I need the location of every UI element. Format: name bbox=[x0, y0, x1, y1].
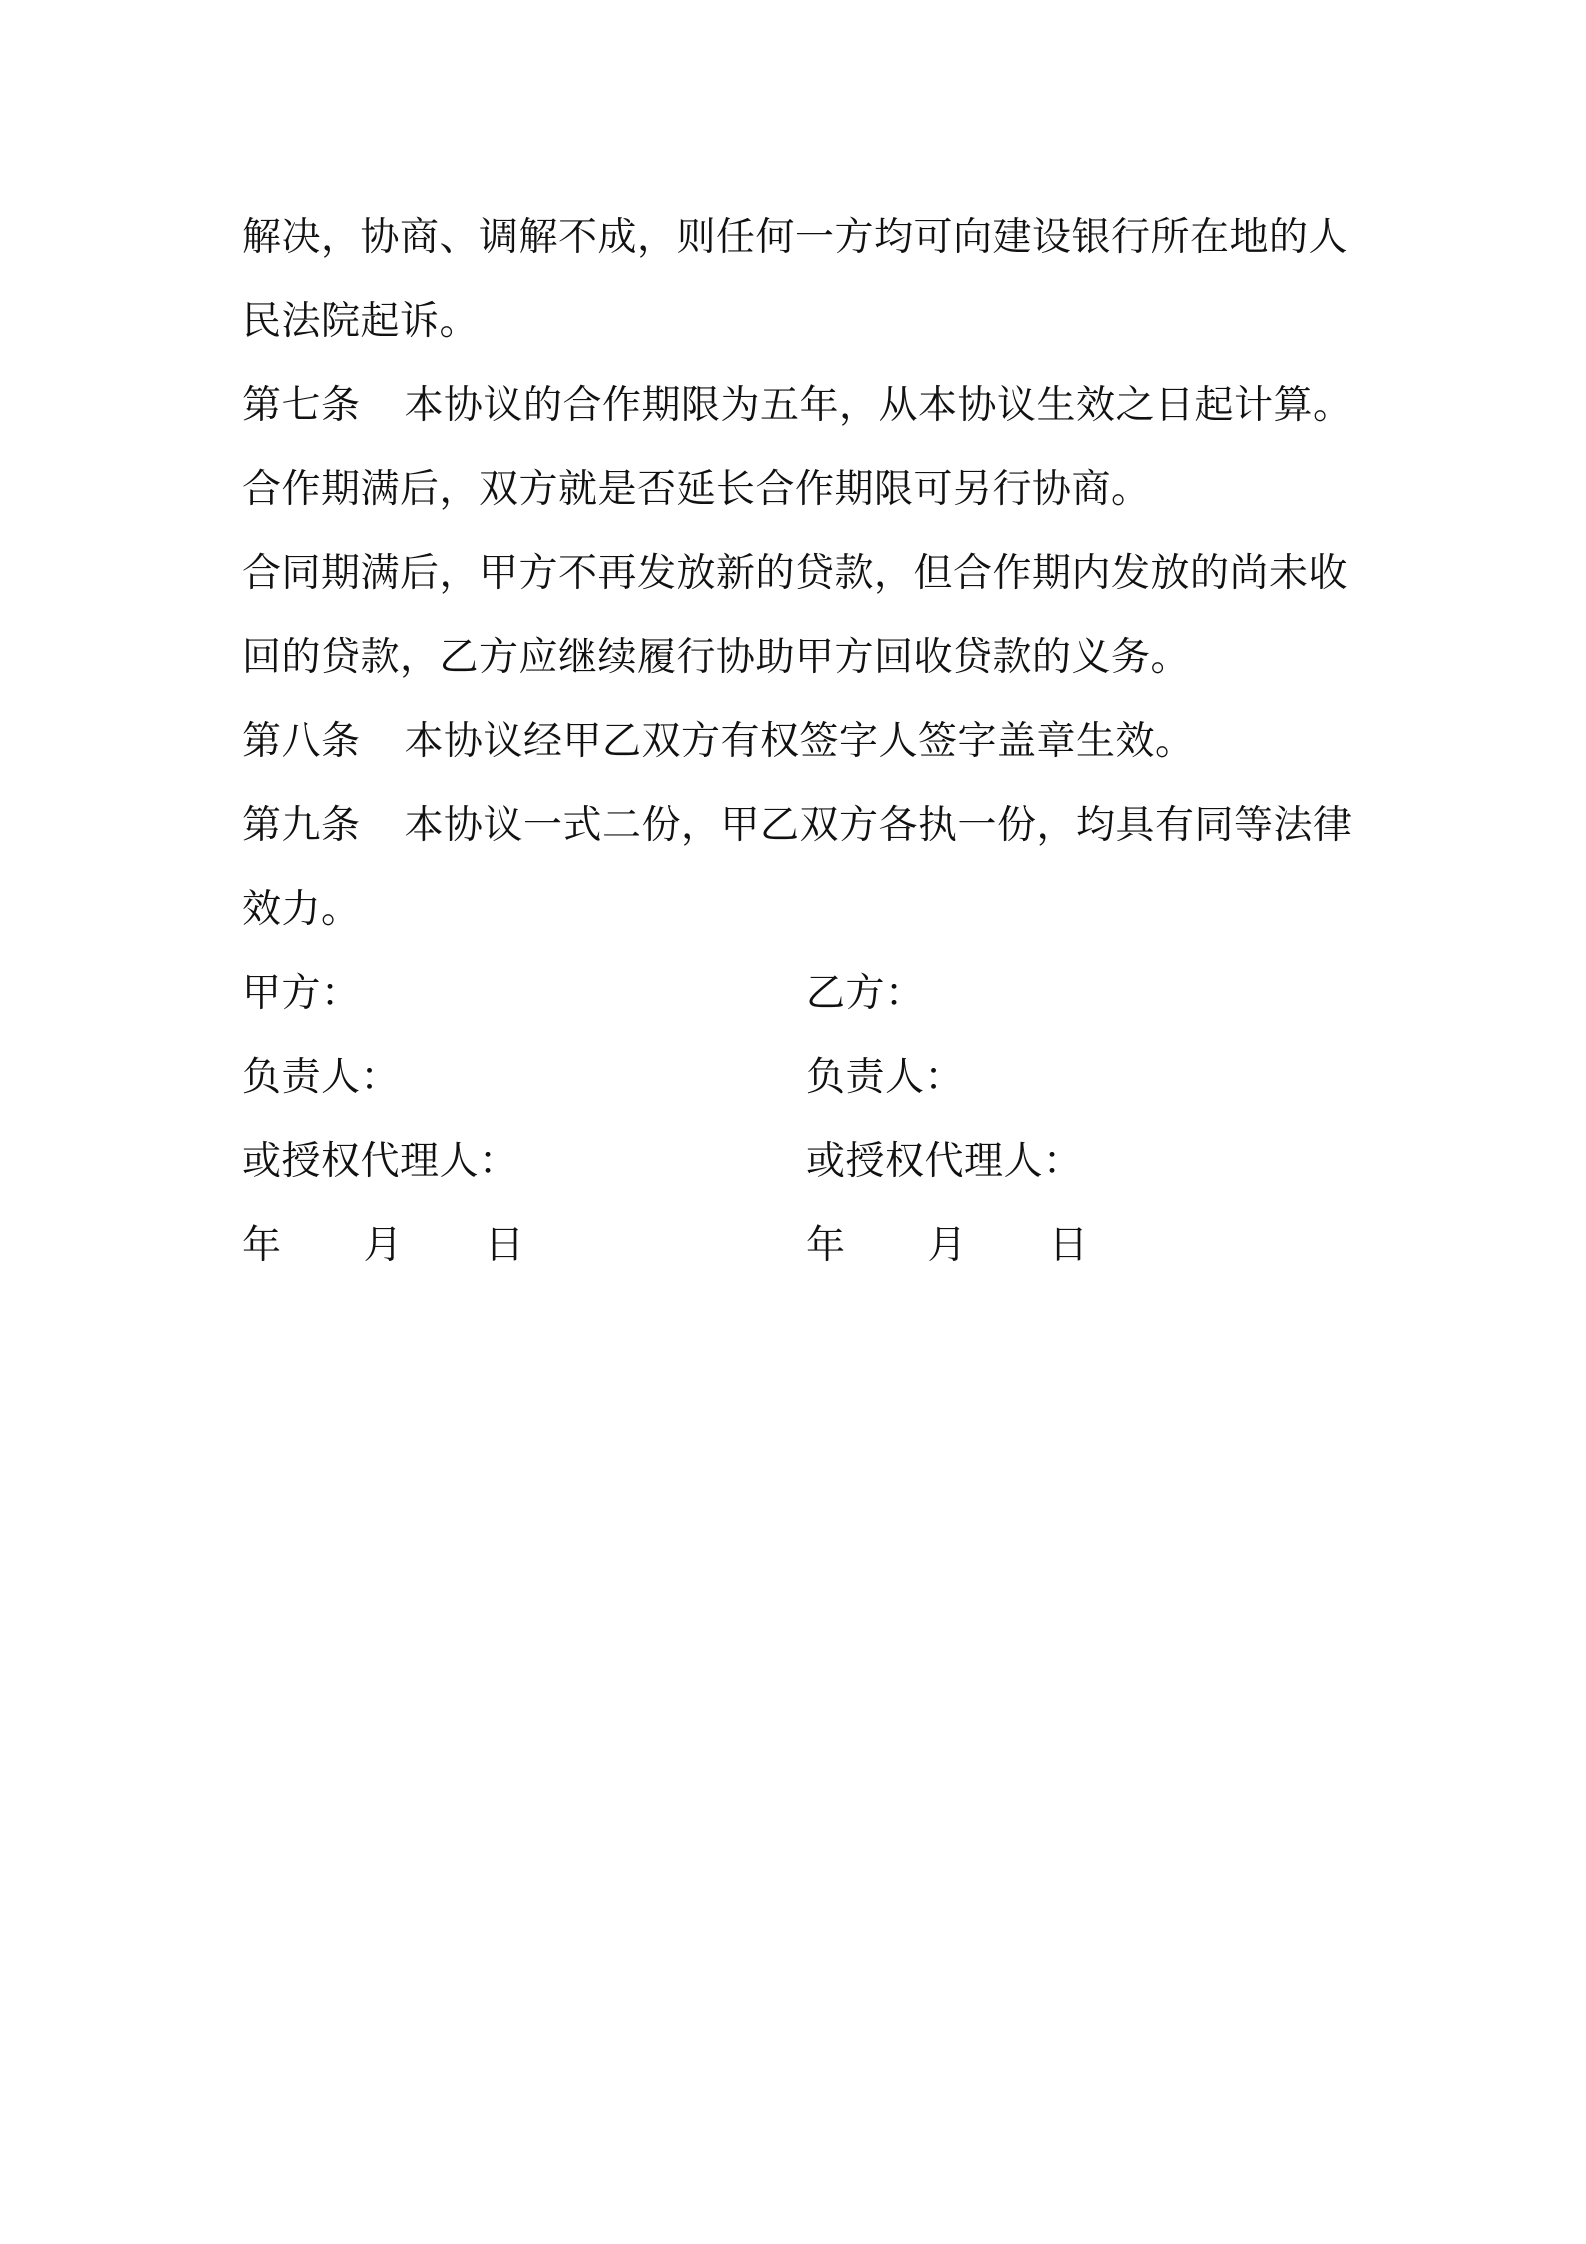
document-body bbox=[242, 196, 1362, 1288]
paragraph-line: 效力。 bbox=[242, 887, 361, 932]
paragraph-line: 回的贷款，乙方应继续履行协助甲方回收贷款的义务。 bbox=[242, 635, 1191, 680]
party-a-label: 甲方： bbox=[242, 971, 361, 1016]
party-b-principal: 负责人： bbox=[806, 1055, 965, 1100]
article-8-label: 第八条 bbox=[242, 719, 361, 764]
party-a-principal: 负责人： bbox=[242, 1055, 401, 1100]
article-9-label: 第九条 bbox=[242, 803, 361, 848]
party-a-agent: 或授权代理人： bbox=[242, 1139, 519, 1184]
article-7-label: 第七条 bbox=[242, 383, 361, 428]
article-9-text: 本协议一式二份，甲乙双方各执一份，均具有同等法律 bbox=[404, 803, 1353, 848]
party-a-date bbox=[242, 1204, 802, 1288]
party-b-year: 年 bbox=[806, 1223, 846, 1268]
party-a-year: 年 bbox=[242, 1223, 282, 1268]
party-a-month: 月 bbox=[363, 1223, 404, 1268]
party-b-day: 日 bbox=[1049, 1223, 1089, 1268]
party-b-date bbox=[806, 1204, 1366, 1288]
party-b-agent: 或授权代理人： bbox=[806, 1139, 1083, 1184]
party-a-day: 日 bbox=[485, 1223, 525, 1268]
paragraph-line: 合同期满后，甲方不再发放新的贷款，但合作期内发放的尚未收 bbox=[242, 551, 1349, 596]
paragraph-line: 合作期满后，双方就是否延长合作期限可另行协商。 bbox=[242, 467, 1151, 512]
article-8-text: 本协议经甲乙双方有权签字人签字盖章生效。 bbox=[404, 719, 1195, 764]
paragraph-line: 民法院起诉。 bbox=[242, 299, 480, 344]
party-b-signature bbox=[806, 952, 1366, 1288]
article-8 bbox=[242, 700, 1362, 784]
article-9 bbox=[242, 784, 1362, 868]
party-a-signature bbox=[242, 952, 802, 1288]
party-b-month: 月 bbox=[927, 1223, 968, 1268]
signature-block bbox=[242, 952, 1362, 1288]
article-7-text: 本协议的合作期限为五年，从本协议生效之日起计算。 bbox=[404, 383, 1353, 428]
party-b-label: 乙方： bbox=[806, 971, 925, 1016]
article-7 bbox=[242, 364, 1362, 448]
paragraph-line: 解决，协商、调解不成，则任何一方均可向建设银行所在地的人 bbox=[242, 215, 1349, 260]
